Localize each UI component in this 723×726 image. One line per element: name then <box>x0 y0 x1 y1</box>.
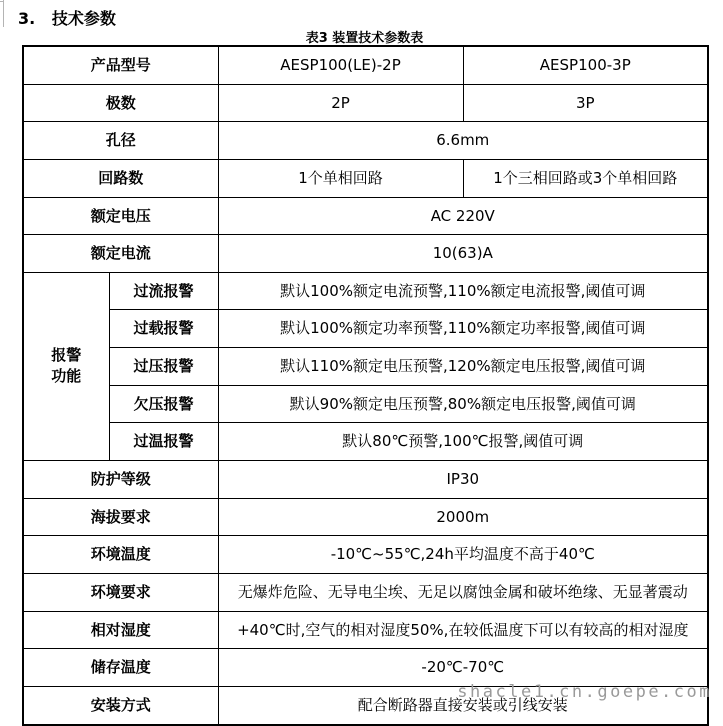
param-value: 1个三相回路或3个单相回路 <box>463 159 708 197</box>
table-row <box>23 272 708 310</box>
alarm-type-label: 过流报警 <box>109 272 218 310</box>
param-label: 环境要求 <box>23 573 218 611</box>
alarm-description: 默认100%额定电流预警,110%额定电流报警,阈值可调 <box>218 272 708 310</box>
alarm-description: 默认90%额定电压预警,80%额定电压报警,阈值可调 <box>218 385 708 423</box>
param-value: -10℃~55℃,24h平均温度不高于40℃ <box>218 536 708 574</box>
table-row <box>23 461 708 499</box>
param-value: 3P <box>463 84 708 122</box>
param-value: 无爆炸危险、无导电尘埃、无足以腐蚀金属和破坏绝缘、无显著震动 <box>218 573 708 611</box>
param-label: 安装方式 <box>23 686 218 724</box>
table-row <box>23 159 708 197</box>
alarm-type-label: 欠压报警 <box>109 385 218 423</box>
table-row <box>23 310 708 348</box>
alarm-type-label: 过温报警 <box>109 423 218 461</box>
param-value: IP30 <box>218 461 708 499</box>
param-label: 回路数 <box>23 159 218 197</box>
param-label: 孔径 <box>23 122 218 160</box>
param-value: -20℃-70℃ <box>218 649 708 687</box>
alarm-type-label: 过压报警 <box>109 348 218 386</box>
param-label: 储存温度 <box>23 649 218 687</box>
param-label: 相对湿度 <box>23 611 218 649</box>
param-value: 10(63)A <box>218 235 708 273</box>
table-row <box>23 498 708 536</box>
param-value: AESP100(LE)-2P <box>218 46 463 84</box>
table-row <box>23 235 708 273</box>
param-label: 环境温度 <box>23 536 218 574</box>
alarm-description: 默认80℃预警,100℃报警,阈值可调 <box>218 423 708 461</box>
alarm-description: 默认110%额定电压预警,120%额定电压报警,阈值可调 <box>218 348 708 386</box>
table-row <box>23 46 708 84</box>
param-label: 额定电流 <box>23 235 218 273</box>
table-row <box>23 197 708 235</box>
param-label: 极数 <box>23 84 218 122</box>
tech-params-table <box>22 45 709 726</box>
alarm-group-label <box>23 272 109 460</box>
param-label: 海拔要求 <box>23 498 218 536</box>
param-value: 2P <box>218 84 463 122</box>
param-value: 1个单相回路 <box>218 159 463 197</box>
param-label: 产品型号 <box>23 46 218 84</box>
param-label: 防护等级 <box>23 461 218 499</box>
param-value: +40℃时,空气的相对湿度50%,在较低温度下可以有较高的相对湿度 <box>218 611 708 649</box>
param-value: AESP100-3P <box>463 46 708 84</box>
table-row <box>23 536 708 574</box>
site-watermark: shacle1.cn.goepe.com <box>457 682 712 702</box>
alarm-group-label-text: 报警功能 <box>51 345 82 386</box>
alarm-type-label: 过载报警 <box>109 310 218 348</box>
table-row <box>23 84 708 122</box>
page-margin-mark-vertical <box>3 0 4 27</box>
table-row <box>23 348 708 386</box>
table-row <box>23 649 708 687</box>
param-value: AC 220V <box>218 197 708 235</box>
table-row <box>23 122 708 160</box>
table-row <box>23 423 708 461</box>
param-value: 配合断路器直接安装或引线安装 <box>218 686 708 724</box>
table-row <box>23 573 708 611</box>
table-caption: 表3 装置技术参数表 <box>305 31 424 46</box>
param-value: 6.6mm <box>218 122 708 160</box>
table-row <box>23 385 708 423</box>
section-heading: 3. 技术参数 <box>18 9 116 28</box>
page-margin-mark-horizontal <box>0 1 4 2</box>
table-row <box>23 611 708 649</box>
param-value: 2000m <box>218 498 708 536</box>
alarm-description: 默认100%额定功率预警,110%额定功率报警,阈值可调 <box>218 310 708 348</box>
param-label: 额定电压 <box>23 197 218 235</box>
